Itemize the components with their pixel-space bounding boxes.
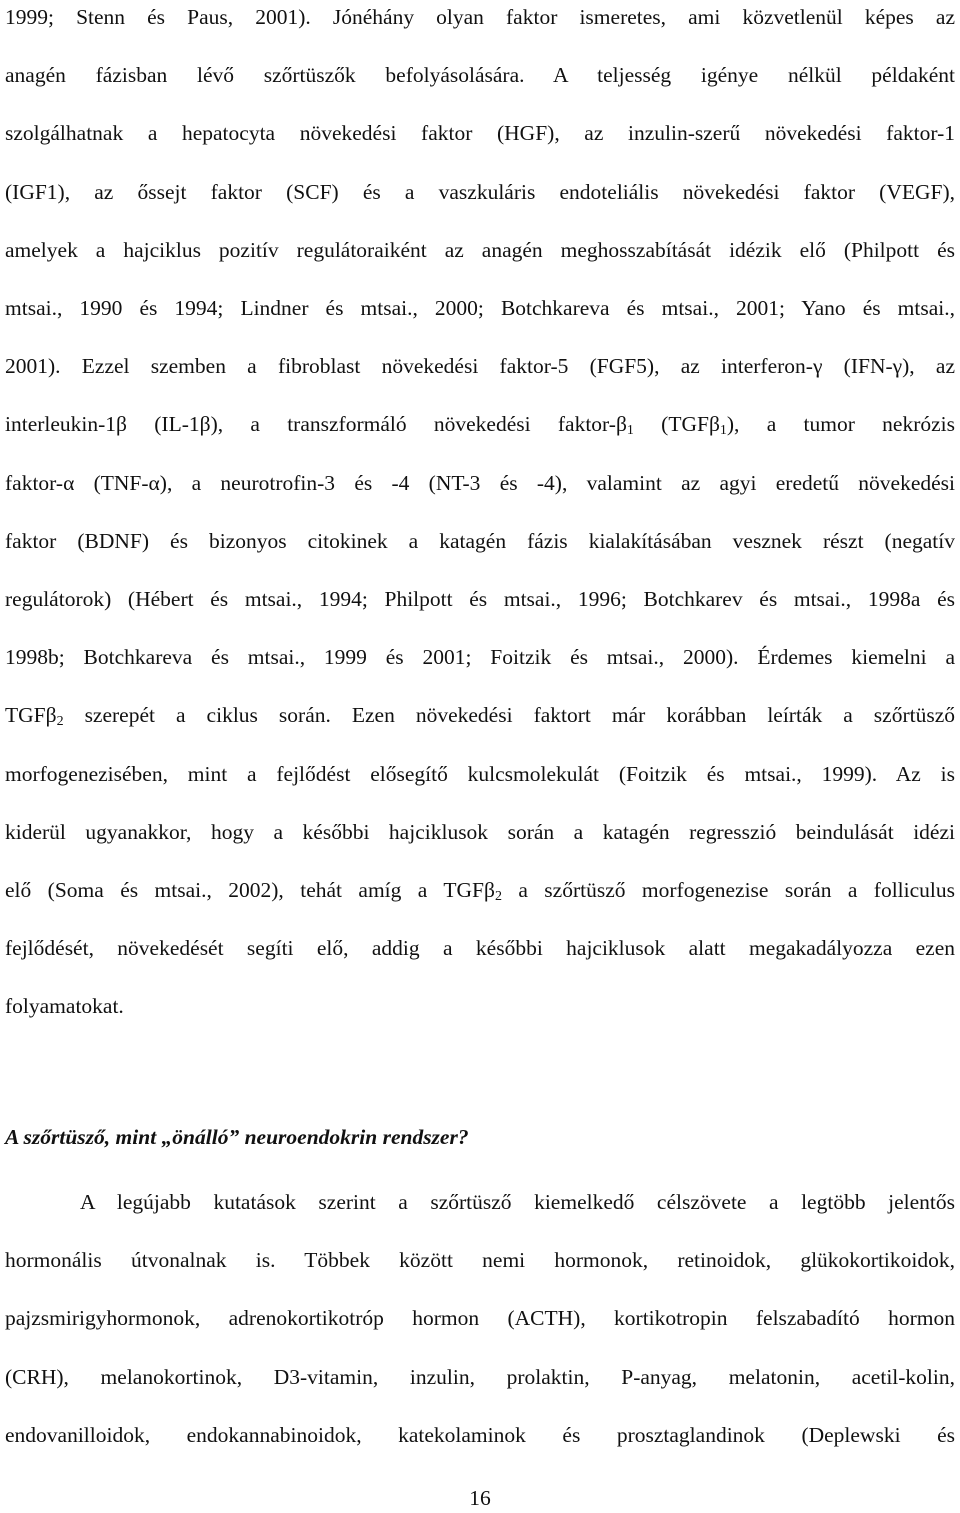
text-line: (IGF1), az őssejt faktor (SCF) és a vaszkuláris endoteliális növekedési faktor (VEGF), <box>5 179 955 204</box>
text-line: elő (Soma és mtsai., 2002), tehát amíg a TGFβ$_2$ a szőrtüsző morfogenezise során a folliculus <box>5 878 956 904</box>
text-line: (CRH), melanokortinok, D3-vitamin, inzulin, prolaktin, P-anyag, melatonin, acetil-kolin, <box>5 1364 955 1389</box>
page-number: 16 <box>469 1486 491 1510</box>
text-line: endovanilloidok, endokannabinoidok, katekolaminok és prosztaglandinok (Deplewski és <box>5 1422 955 1447</box>
text-line: amelyek a hajciklus pozitív regulátoraiként az anagén meghosszabítását idézik elő (Philpott és <box>5 237 955 262</box>
text-line: 1999; Stenn és Paus, 2001). Jónéhány olyan faktor ismeretes, ami közvetlenül képes az <box>5 5 955 29</box>
text-line: faktor-α (TNF-α), a neurotrofin-3 és -4 (NT-3 és -4), valamint az agyi eredetű növekedési <box>5 470 955 495</box>
text-line: 2001). Ezzel szemben a fibroblast növekedési faktor-5 (FGF5), az interferon-γ (IFN-γ), az <box>5 354 955 379</box>
section-heading: A szőrtüsző, mint „önálló” neuroendokrin rendszer? <box>5 1125 469 1149</box>
text-line: hormonális útvonalnak is. Többek között nemi hormonok, retinoidok, glükokortikoidok, <box>5 1248 955 1273</box>
text-line: 1998b; Botchkareva és mtsai., 1999 és 2001; Foitzik és mtsai., 2000). Érdemes kiemelni a <box>5 645 955 670</box>
text-line: anagén fázisban lévő szőrtüszők befolyásolására. A teljesség igénye nélkül példaként <box>5 63 955 88</box>
text-line: regulátorok) (Hébert és mtsai., 1994; Philpott és mtsai., 1996; Botchkarev és mtsai., 1998a és <box>5 587 955 611</box>
text-line: morfogenezisében, mint a fejlődést elősegítő kulcsmolekulát (Foitzik és mtsai., 1999). Az is <box>5 761 955 786</box>
text-line: faktor (BDNF) és bizonyos citokinek a katagén fázis kialakításában vesznek részt (negatív <box>5 528 955 553</box>
text-line: fejlődését, növekedését segíti elő, addig a későbbi hajciklusok alatt megakadályozza ezen <box>5 936 955 961</box>
text-line: mtsai., 1990 és 1994; Lindner és mtsai., 2000; Botchkareva és mtsai., 2001; Yano és mtsai., <box>5 296 955 320</box>
text-line: folyamatokat. <box>5 994 124 1019</box>
text-line: pajzsmirigyhormonok, adrenokortikotróp hormon (ACTH), kortikotropin felszabadító hormon <box>5 1306 955 1331</box>
text-line: TGFβ$_2$ szerepét a ciklus során. Ezen növekedési faktort már korábban leírták a szőrtüsző <box>5 703 955 730</box>
text-line: szolgálhatnak a hepatocyta növekedési faktor (HGF), az inzulin-szerű növekedési faktor-1 <box>5 121 955 146</box>
text-line: A legújabb kutatások szerint a szőrtüsző kiemelkedő célszövete a legtöbb jelentős <box>80 1190 955 1214</box>
text-line: kiderül ugyanakkor, hogy a későbbi hajciklusok során a katagén regresszió beindulását idézi <box>5 819 955 844</box>
text-line: interleukin-1β (IL-1β), a transzformáló növekedési faktor-$\beta_1$ (TGFβ$_1$), a tumor nekrózis <box>5 412 955 439</box>
